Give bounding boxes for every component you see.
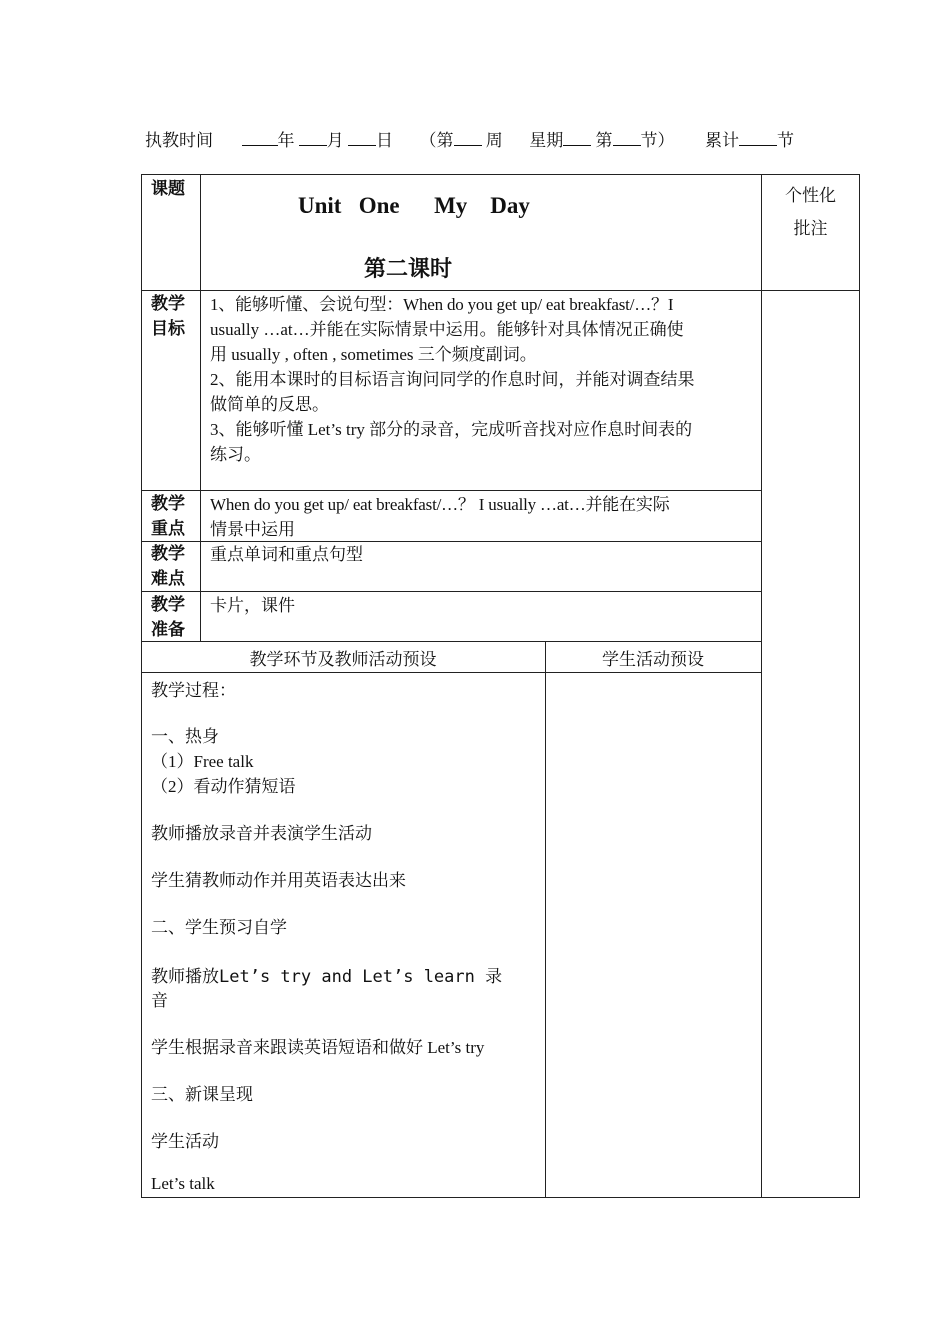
- note-column-divider: [761, 174, 762, 1198]
- day-label: 日: [376, 131, 393, 150]
- week-label: 周: [485, 131, 503, 150]
- table-border-left: [141, 174, 142, 1198]
- keypoint-line: 情景中运用: [210, 520, 295, 539]
- teaching-time-label: 执教时间: [145, 131, 213, 150]
- difficulties-label: [151, 542, 185, 592]
- play-recording-step: 教师播放Let’s try and Let’s learn 录: [151, 967, 503, 987]
- label-line: 难点: [151, 569, 185, 589]
- label-line: 目标: [151, 319, 185, 339]
- label-line: 教学: [151, 494, 185, 514]
- label-column-divider: [200, 174, 201, 642]
- objective-line: usually …at…并能在实际情景中运用。能够针对具体情况正确使: [210, 320, 684, 339]
- teacher-activity-header: 教学环节及教师活动预设: [249, 650, 437, 669]
- process-title: 教学过程：: [151, 681, 236, 700]
- section-new-lesson: 三、新课呈现: [151, 1085, 253, 1104]
- table-border-bottom: [141, 1197, 860, 1198]
- label-line: 重点: [151, 519, 185, 539]
- keypoints-text: [210, 492, 755, 542]
- section-preview: 二、学生预习自学: [151, 918, 287, 937]
- preparation-label: [151, 593, 185, 643]
- month-label: 月: [326, 131, 344, 150]
- period-prefix-label: 第: [595, 131, 613, 150]
- row-divider-topic: [141, 290, 860, 291]
- table-border-top: [141, 174, 860, 175]
- objective-line: 2、能用本课时的目标语言询问同学的作息时间，并能对调查结果: [210, 370, 695, 389]
- guess-phrase-item: （2）看动作猜短语: [151, 777, 296, 796]
- objective-line: 3、能够听懂 Let’s try 部分的录音，完成听音找对应作息时间表的: [210, 420, 693, 439]
- weekday-label: 星期: [529, 131, 564, 150]
- keypoints-label: [151, 492, 185, 542]
- label-line: 准备: [151, 620, 185, 640]
- keypoint-line: When do you get up/ eat breakfast/…？ I usually …at…并能在实际: [210, 495, 670, 514]
- lesson-title-cn: 第二课时: [364, 257, 453, 282]
- total-prefix-label: 累计: [705, 131, 739, 150]
- preparation-text: 卡片，课件: [210, 596, 295, 615]
- lets-talk-step: Let’s talk: [151, 1174, 215, 1193]
- lesson-title-en: Unit One My Day: [298, 193, 530, 218]
- student-column-divider: [545, 641, 546, 1198]
- week-open-label: （第: [419, 131, 454, 150]
- student-activity-step: 学生活动: [151, 1132, 219, 1151]
- total-suffix-label: 节: [777, 131, 794, 150]
- objectives-text: [210, 292, 755, 467]
- objective-line: 做简单的反思。: [210, 395, 329, 414]
- label-line: 教学: [151, 595, 185, 615]
- follow-read-step: 学生根据录音来跟读英语短语和做好 Let’s try: [151, 1038, 485, 1057]
- label-line: 教学: [151, 294, 185, 314]
- objective-line: 练习。: [210, 445, 261, 464]
- play-recording-step-cont: 音: [151, 991, 168, 1010]
- label-line: 教学: [151, 544, 185, 564]
- notes-header-line: 个性化: [785, 186, 836, 205]
- objectives-label: [151, 292, 185, 342]
- topic-label: 课题: [151, 179, 185, 199]
- objective-line: 用 usually , often , sometimes 三个频度副词。: [210, 345, 537, 364]
- period-close-label: 节）: [640, 131, 675, 150]
- objective-line: 1、能够听懂、会说句型：When do you get up/ eat breakfast/…？I: [210, 295, 674, 314]
- student-activity-header: 学生活动预设: [602, 650, 704, 669]
- row-divider-column-head: [141, 672, 762, 673]
- section-warmup: 一、热身: [151, 727, 219, 746]
- row-divider-objectives: [141, 490, 762, 491]
- row-divider-difficulties: [141, 591, 762, 592]
- notes-header-line: 批注: [793, 219, 828, 238]
- year-label: 年: [277, 131, 295, 150]
- personal-notes-header: [762, 179, 859, 245]
- table-border-right: [859, 174, 860, 1198]
- students-guess-step: 学生猜教师动作并用英语表达出来: [151, 871, 406, 890]
- difficulties-text: 重点单词和重点句型: [210, 545, 363, 564]
- teacher-play-step: 教师播放录音并表演学生活动: [151, 824, 372, 843]
- row-divider-preparation: [141, 641, 762, 642]
- free-talk-item: （1）Free talk: [151, 752, 254, 771]
